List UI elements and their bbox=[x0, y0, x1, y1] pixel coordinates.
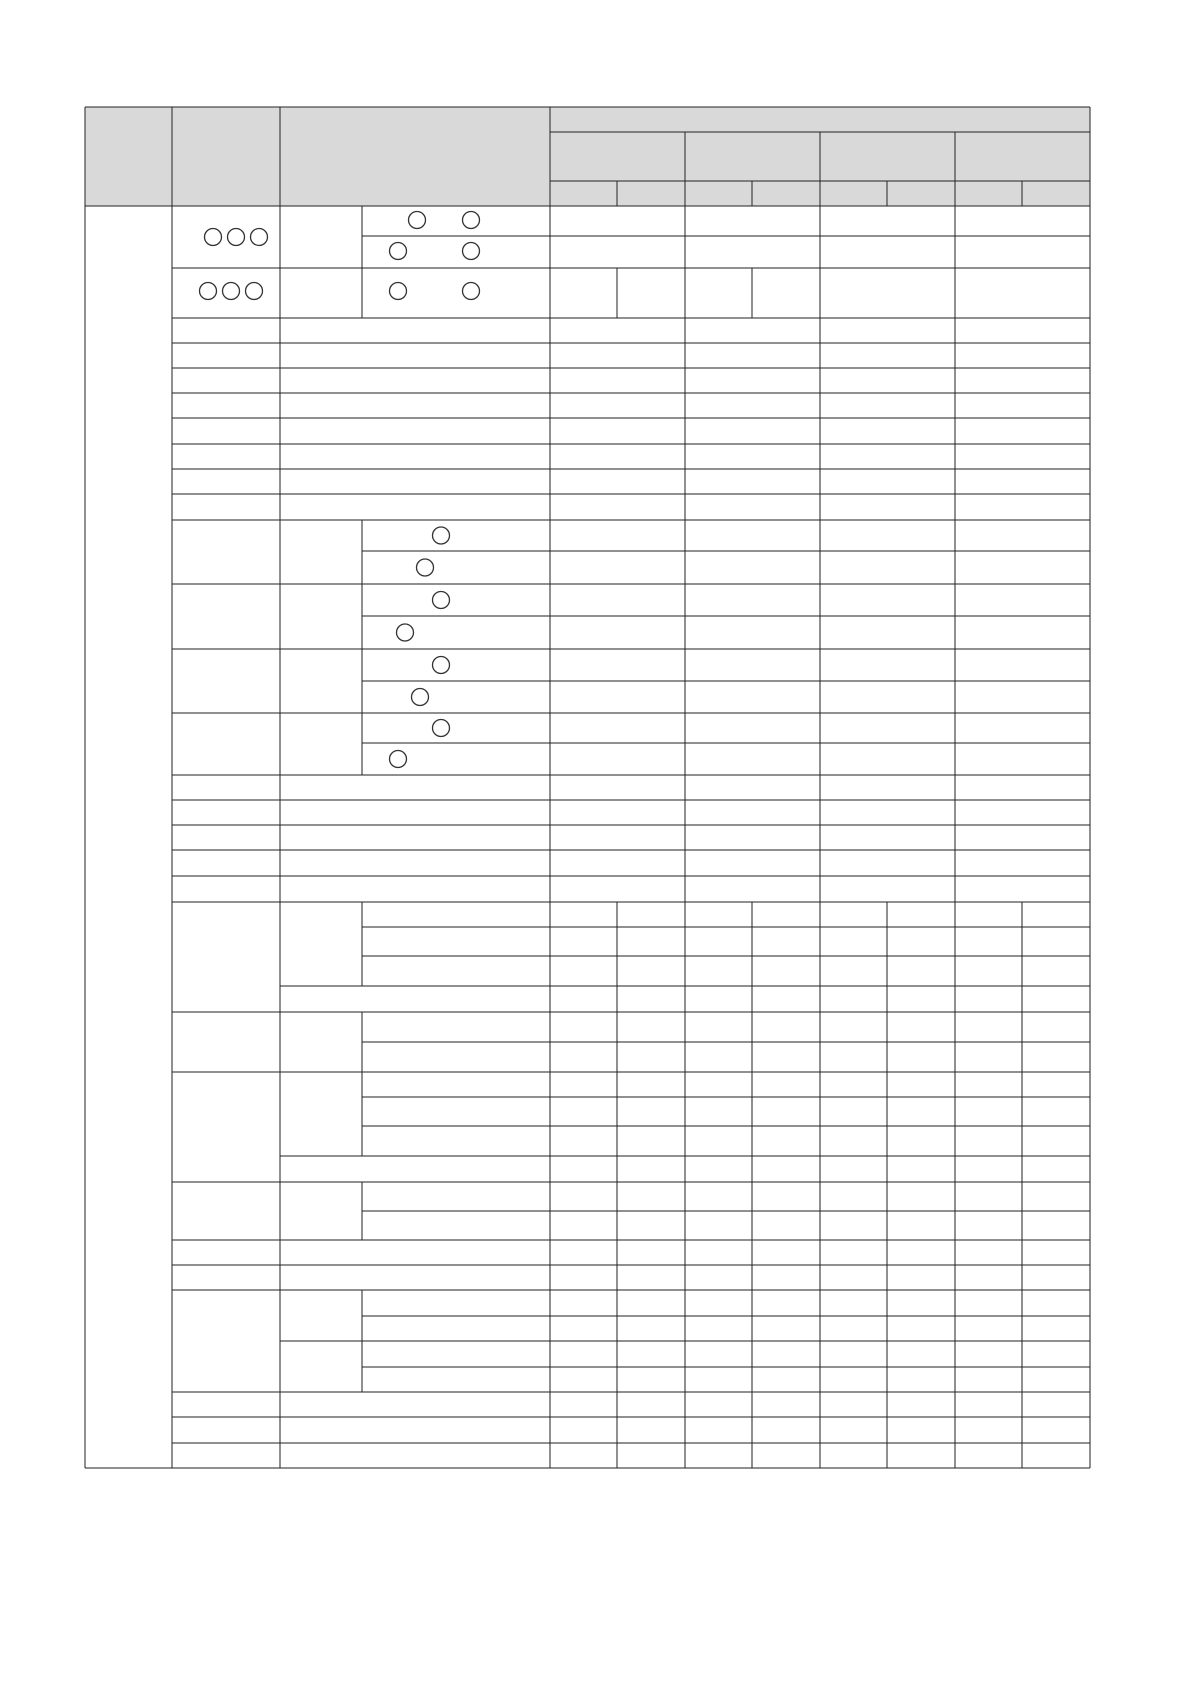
circle-icon bbox=[200, 283, 217, 300]
circle-icon bbox=[433, 527, 450, 544]
circle-icon bbox=[412, 689, 429, 706]
circle-icon bbox=[205, 229, 222, 246]
circle-icon bbox=[390, 283, 407, 300]
circle-icon bbox=[409, 212, 426, 229]
circle-icon bbox=[463, 243, 480, 260]
table-header-bg bbox=[85, 107, 1090, 206]
circle-icon bbox=[463, 212, 480, 229]
circle-icon bbox=[390, 751, 407, 768]
circle-icon bbox=[463, 283, 480, 300]
circle-icon bbox=[397, 624, 414, 641]
circle-icon bbox=[246, 283, 263, 300]
circle-icon bbox=[433, 720, 450, 737]
circle-icon bbox=[417, 559, 434, 576]
circle-icon bbox=[251, 229, 268, 246]
circle-icon bbox=[390, 243, 407, 260]
circle-icon bbox=[228, 229, 245, 246]
circle-icon bbox=[433, 592, 450, 609]
circle-icon bbox=[433, 657, 450, 674]
circle-icon bbox=[223, 283, 240, 300]
